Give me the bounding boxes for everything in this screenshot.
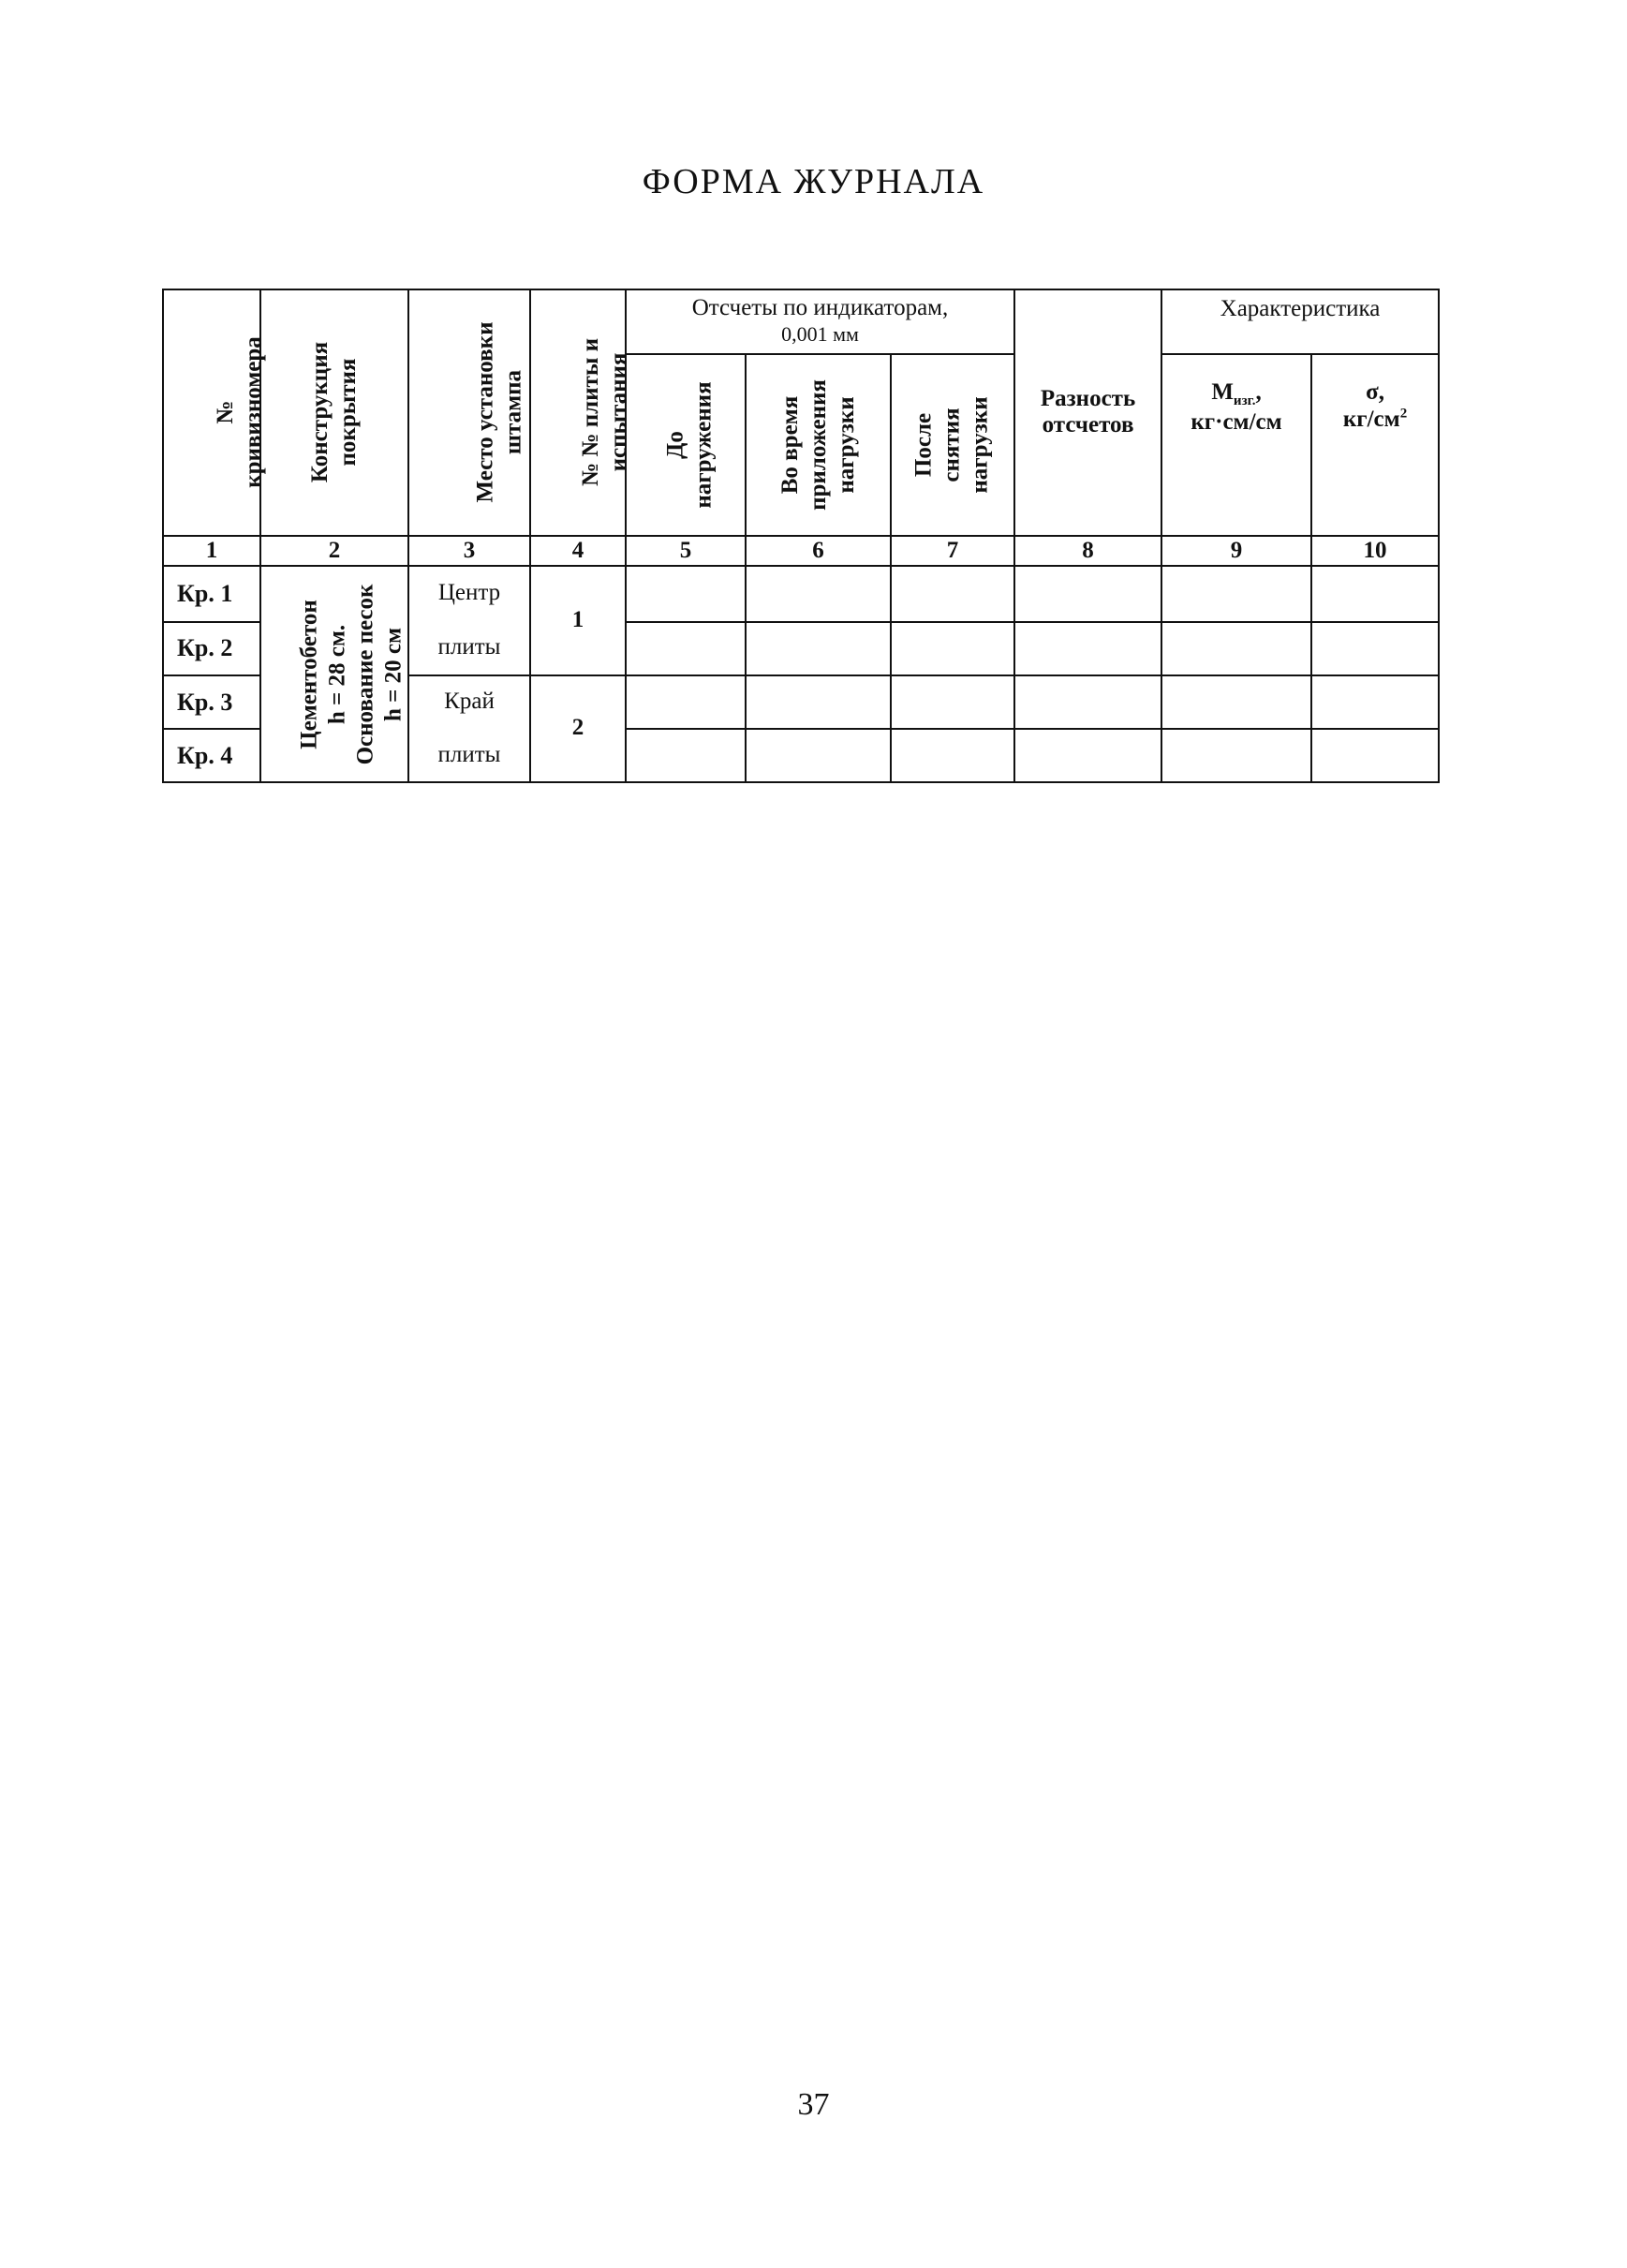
header-cell-col7 (891, 354, 1014, 536)
row-label-kr1: Кр. 1 (163, 566, 260, 622)
header-cell-col5 (626, 354, 746, 536)
header-cell-col8: Разность отсчетов (1014, 289, 1161, 536)
header-cell-col6 (746, 354, 891, 536)
column-number: 1 (163, 536, 260, 566)
data-cell[interactable] (1311, 675, 1439, 730)
data-cell[interactable] (891, 566, 1014, 622)
column-number: 8 (1014, 536, 1161, 566)
data-cell[interactable] (1161, 675, 1311, 730)
column-number: 3 (408, 536, 530, 566)
header-col4-text: № № плиты и испытания (578, 338, 632, 487)
data-cell[interactable] (1311, 622, 1439, 675)
header-cell-col10: σ, $кг/см^2$ (1311, 354, 1439, 536)
column-number: 5 (626, 536, 746, 566)
header-col5-text: До нагружения (662, 381, 717, 509)
column-numbers-row (163, 536, 1439, 566)
data-cell[interactable] (1014, 729, 1161, 782)
header-cell-col9: $M_{изг.}$, кг·см/см (1161, 354, 1311, 536)
journal-table (162, 289, 1440, 783)
page-number: 37 (797, 2087, 830, 2122)
stamp-location-center: Центр плиты (408, 566, 530, 674)
header-cell-col4 (530, 289, 632, 536)
header-col7-text: После снятия нагрузки (911, 396, 993, 494)
stamp-location-edge: Край плиты (408, 675, 530, 782)
header-cell-col3 (408, 289, 530, 536)
data-cell[interactable] (1014, 675, 1161, 730)
header-row-1 (163, 289, 1439, 354)
data-cell[interactable] (1161, 566, 1311, 622)
header-cell-col1 (163, 289, 266, 536)
row-label-kr2: Кр. 2 (163, 622, 260, 675)
document-title: ФОРМА ЖУРНАЛА (642, 162, 985, 201)
column-number: 4 (530, 536, 626, 566)
column-number: 10 (1311, 536, 1439, 566)
row-label-kr4: Кр. 4 (163, 729, 260, 782)
data-cell[interactable] (1161, 729, 1311, 782)
data-cell[interactable] (746, 566, 891, 622)
construction-text: Цементобетон h = 28 см. Основание песок h = 20 см (296, 584, 407, 765)
header-col1-text: № кривизномера (212, 336, 266, 489)
header-col6-text: Во время приложения нагрузки (777, 378, 859, 511)
data-cell[interactable] (626, 675, 746, 730)
header-col2-text: Конструкция покрытия (307, 342, 361, 483)
data-cell[interactable] (746, 675, 891, 730)
header-characteristics-group: Характеристика (1161, 289, 1439, 354)
column-number: 9 (1161, 536, 1311, 566)
data-cell[interactable] (626, 622, 746, 675)
column-number: 7 (891, 536, 1014, 566)
data-cell[interactable] (746, 622, 891, 675)
header-col3-text: Место установки штампа (472, 322, 526, 503)
table-row (163, 566, 1439, 622)
data-cell[interactable] (891, 675, 1014, 730)
data-cell[interactable] (626, 566, 746, 622)
plate-number-2: 2 (530, 675, 626, 782)
data-cell[interactable] (626, 729, 746, 782)
data-cell[interactable] (746, 729, 891, 782)
construction-cell (260, 566, 408, 782)
column-number: 2 (260, 536, 408, 566)
header-readings-group: Отсчеты по индикаторам, 0,001 мм (626, 289, 1014, 354)
data-cell[interactable] (1161, 622, 1311, 675)
row-label-kr3: Кр. 3 (163, 675, 260, 730)
plate-number-1: 1 (530, 566, 626, 674)
data-cell[interactable] (891, 622, 1014, 675)
data-cell[interactable] (1014, 622, 1161, 675)
column-number: 6 (746, 536, 891, 566)
data-cell[interactable] (1311, 566, 1439, 622)
data-cell[interactable] (1014, 566, 1161, 622)
header-cell-col2 (260, 289, 408, 536)
data-cell[interactable] (1311, 729, 1439, 782)
data-cell[interactable] (891, 729, 1014, 782)
